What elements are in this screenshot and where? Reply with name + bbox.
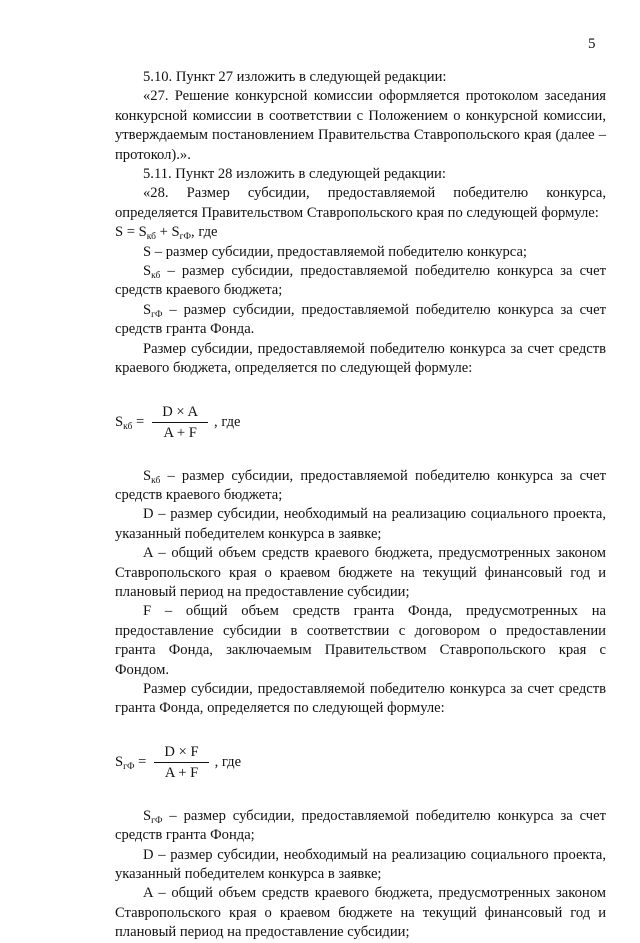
fraction	[152, 403, 208, 442]
fraction-numerator: D × A	[162, 404, 199, 420]
fraction-denominator: A + F	[163, 425, 197, 441]
document-body	[115, 68, 606, 943]
formula-where: , где	[214, 754, 242, 771]
definition-s-kb: $S_{кб}$ – размер субсидии, предоставляемой победителю конкурса за счет средств краевого бюджета;	[115, 263, 606, 299]
paragraph-regional-budget-formula-intro: Размер субсидии, предоставляемой победителю конкурса за счет средств краевого бюджета, определяется по следующей формуле:	[115, 340, 606, 377]
paragraph-point-27: «27. Решение конкурсной комиссии оформляется протоколом заседания конкурсной комиссии в соответствии с Положением о конкурсной комиссии, утверждаемым постановлением Правительства Ставропольского края (далее – протокол).».	[115, 88, 606, 163]
paragraph-item-5-10: 5.10. Пункт 27 изложить в следующей редакции:	[143, 69, 447, 85]
definition2-d: D – размер субсидии, необходимый на реализацию социального проекта, указанный победителем конкурса в заявке;	[115, 506, 606, 542]
definition2-s-kb: $S_{кб}$ – размер субсидии, предоставляемой победителю конкурса за счет средств краевого бюджета;	[115, 467, 606, 503]
fraction-denominator: A + F	[164, 765, 199, 782]
paragraph-fund-grant-formula-intro: Размер субсидии, предоставляемой победителю конкурса за счет средств гранта Фонда, определяется по следующей формуле:	[115, 680, 606, 717]
fraction	[154, 743, 208, 782]
definition2-f: F – общий объем средств гранта Фонда, предусмотренных на предоставление субсидии в соответствии с договором о предоставлении гранта Фонда, заключаемым Правительством Ставропольского края с Фондом.	[115, 603, 606, 678]
formula-lhs: $S_{кб}$ =	[115, 413, 145, 432]
formula-fund-grant-subsidy	[115, 741, 606, 785]
definition3-a: A – общий объем средств краевого бюджета, предусмотренных законом Ставропольского края о краевом бюджете на текущий финансовый год и плановый период на предоставление субсидии;	[115, 885, 606, 941]
definition-s: S – размер субсидии, предоставляемой победителю конкурса;	[143, 243, 527, 260]
definition3-d: D – размер субсидии, необходимый на реализацию социального проекта, указанный победителем конкурса в заявке;	[115, 846, 606, 882]
page-number: 5	[588, 36, 596, 52]
definition-s-gf: $S_{гФ}$ – размер субсидии, предоставляемой победителю конкурса за счет средств гранта Фонда.	[115, 301, 606, 338]
fraction-numerator: D × F	[164, 744, 199, 761]
paragraph-item-5-11: 5.11. Пункт 28 изложить в следующей редакции:	[143, 166, 446, 183]
definition3-s-gf: $S_{гФ}$ – размер субсидии, предоставляемой победителю конкурса за счет средств гранта Фонда;	[115, 807, 606, 844]
formula-total-subsidy: $S = S_{кб} + S_{гФ}$, где	[115, 224, 218, 243]
formula-lhs: $S_{гФ}$ =	[115, 754, 147, 773]
formula-where: , где	[214, 413, 241, 430]
definition2-a: A – общий объем средств краевого бюджета, предусмотренных законом Ставропольского края о краевом бюджете на текущий финансовый год и плановый период на предоставление субсидии;	[115, 545, 606, 600]
formula-regional-budget-subsidy	[115, 401, 606, 445]
paragraph-point-28: «28. Размер субсидии, предоставляемой победителю конкурса, определяется Правительством Ставропольского края по следующей формуле:	[115, 185, 606, 221]
